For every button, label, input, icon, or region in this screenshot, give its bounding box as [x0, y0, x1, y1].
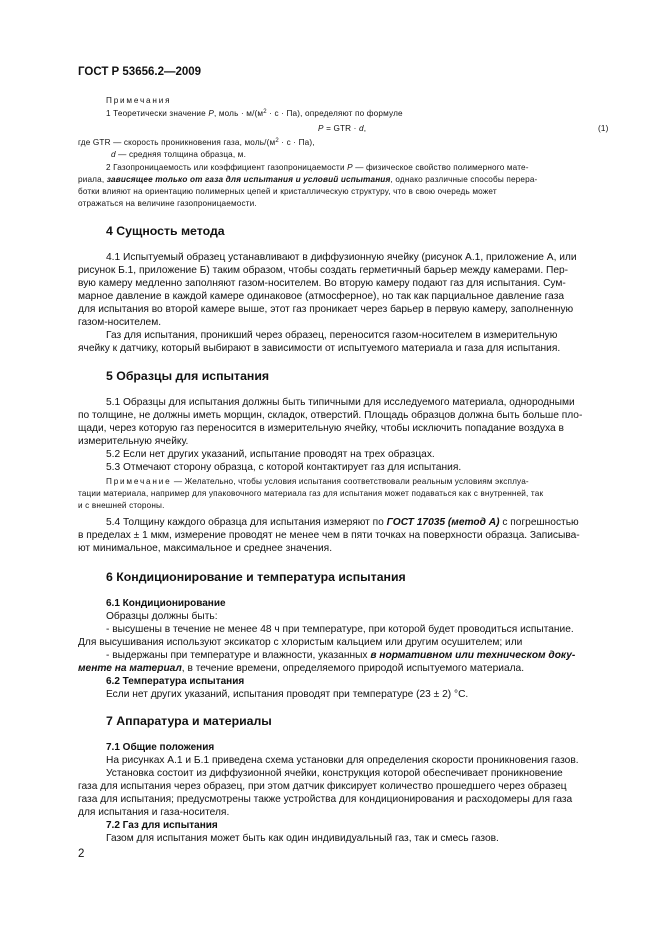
note-2-line-1: 2 Газопроницаемость или коэффициент газопроницаемости P — физическое свойство полимерного мате- — [106, 163, 529, 172]
section-6-line: - высушены в течение не менее 48 ч при температуре, при которой будет проводиться испытание. — [106, 624, 574, 635]
section-6-line: менте на материал, в течение времени, определяемого природой испытуемого материала. — [78, 663, 525, 674]
section-6-2-heading: 6.2 Температура испытания — [106, 676, 245, 687]
section-6-1-heading: 6.1 Кондиционирование — [106, 598, 226, 609]
section-7-line: для испытания и газа-носителя. — [78, 807, 230, 818]
section-4-line: ячейку к датчику, который выбирают в зависимости от испытуемого материала и газа для испытания. — [78, 343, 561, 354]
section-5-heading: 5 Образцы для испытания — [106, 369, 270, 383]
formula-gtr-def: где GTR — скорость проникновения газа, моль/$(м^2 \cdot с \cdot Па)$, — [78, 138, 315, 147]
formula-d-def: d — средняя толщина образца, м. — [111, 150, 247, 159]
section-5-line: в пределах ± 1 мкм, измерение проводят не менее чем в пяти точках на поверхности образца. Записыва- — [78, 530, 580, 541]
section-7-line: газа для испытания через образец, при этом датчик фиксирует количество прошедшего через образец — [78, 781, 567, 792]
page-number: 2 — [78, 848, 85, 860]
note-2-line-3: ботки влияют на ориентацию полимерных цепей и кристаллическую структуру, что в свою очередь может — [78, 187, 497, 196]
section-4-heading: 4 Сущность метода — [106, 224, 225, 238]
section-7-heading: 7 Аппаратура и материалы — [106, 714, 272, 728]
section-7-2-heading: 7.2 Газ для испытания — [106, 820, 218, 831]
section-4-line: для испытания во второй камере выше, этот газ проникает через барьер в первую камеру, заполненную — [78, 304, 574, 315]
section-6-line: - выдержаны при температуре и влажности, указанных в нормативном или техническом доку- — [106, 650, 576, 661]
section-4-line: рисунок Б.1, приложение Б) таким образом, чтобы создать герметичный барьер между камерами. Пер- — [78, 265, 569, 276]
section-4-line: марное давление в каждой камере одинаковое (атмосферное), но так как парциальное давление газа — [78, 291, 565, 302]
note-1: 1 Теоретически значение P, моль · $м/(м^2 \cdot с \cdot Па)$, определяют по формуле — [106, 109, 403, 118]
section-5-line: 5.1 Образцы для испытания должны быть типичными для исследуемого материала, однородными — [106, 397, 575, 408]
section-4-line: газом-носителем. — [78, 317, 162, 328]
section-5-note-line: тации материала, например для упаковочного материала газ для испытания может подаваться как с внутренней, так — [78, 489, 544, 498]
section-7-1-heading: 7.1 Общие положения — [106, 742, 215, 753]
document-header: ГОСТ Р 53656.2—2009 — [78, 66, 202, 78]
section-5-line: ют минимальное, максимальное и среднее значения. — [78, 543, 333, 554]
section-4-line: 4.1 Испытуемый образец устанавливают в диффузионную ячейку (рисунок А.1, приложение А, или — [106, 252, 577, 263]
formula-number: (1) — [598, 124, 609, 133]
section-7-line: На рисунках А.1 и Б.1 приведена схема установки для определения скорости проникновения газов. — [106, 755, 579, 766]
section-7-line: Газом для испытания может быть как один индивидуальный газ, так и смесь газов. — [106, 833, 499, 844]
section-5-note-line: Примечание — Желательно, чтобы условия испытания соответствовали реальным условиям эксплуа- — [106, 477, 529, 486]
section-6-line: Если нет других указаний, испытания проводят при температуре (23 ± 2) °С. — [106, 689, 469, 700]
note-2-line-4: отражаться на величине газопроницаемости. — [78, 199, 257, 208]
section-7-line: газа для испытания; предусмотрены также устройства для кондиционирования и расходомеры для газа — [78, 794, 573, 805]
section-6-line: Образцы должны быть: — [106, 611, 218, 622]
section-5-line: 5.4 Толщину каждого образца для испытания измеряют по ГОСТ 17035 (метод А) с погрешностью — [106, 517, 579, 528]
note-2-line-2: риала, зависящее только от газа для испытания и условий испытания, однако различные способы перера- — [78, 175, 538, 184]
section-5-line: 5.2 Если нет других указаний, испытание проводят на трех образцах. — [106, 449, 435, 460]
section-5-line: измерительную ячейку. — [78, 436, 189, 447]
section-5-line: 5.3 Отмечают сторону образца, с которой контактирует газ для испытания. — [106, 462, 462, 473]
notes-label: Примечания — [106, 96, 172, 105]
section-4-line: Газ для испытания, проникший через образец, переносится газом-носителем в измерительную — [106, 330, 558, 341]
section-5-line: щади, через которую газ переносится в измерительную ячейку, чтобы исключить попадание воздуха в — [78, 423, 564, 434]
section-6-heading: 6 Кондиционирование и температура испытания — [106, 570, 406, 584]
section-6-line: Для высушивания используют эксикатор с хлористым кальцием или другим осушителем; или — [78, 637, 523, 648]
formula-1: P = GTR · d, — [318, 124, 367, 133]
section-4-line: вую камеру медленно заполняют газом-носителем. Во вторую камеру подают газ для испытания. Сум- — [78, 278, 566, 289]
section-7-line: Установка состоит из диффузионной ячейки, конструкция которой обеспечивает проникновение — [106, 768, 563, 779]
section-5-line: по толщине, не должны иметь морщин, складок, отверстий. Площадь образцов должна быть больше пло- — [78, 410, 583, 421]
section-5-note-line: и с внешней стороны. — [78, 501, 165, 510]
